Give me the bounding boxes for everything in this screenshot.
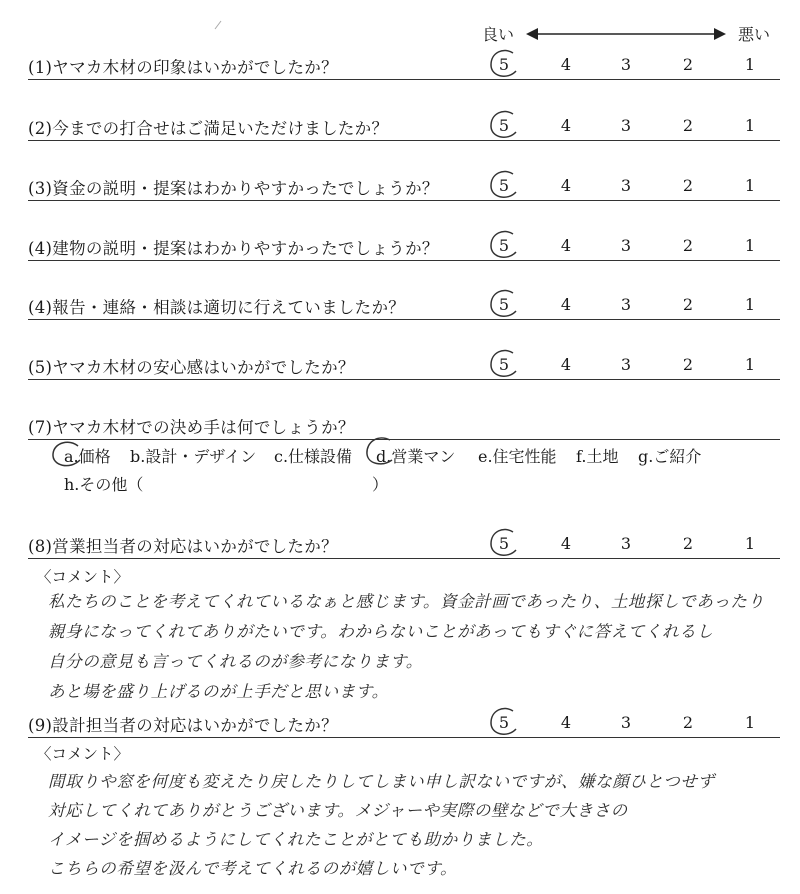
- hand-circle-icon: [486, 228, 522, 264]
- comment-line: 自分の意見も言ってくれるのが参考になります。: [48, 652, 423, 671]
- question-text: (4)報告・連絡・相談は適切に行えていましたか？: [28, 298, 406, 317]
- question-row: [28, 354, 780, 378]
- rating-choice-4[interactable]: 4: [560, 116, 572, 135]
- scale-good-label: 良い: [482, 25, 515, 44]
- rating-choice-1[interactable]: 1: [744, 295, 756, 314]
- selected-marker: [494, 176, 514, 196]
- rating-choice-1[interactable]: 1: [744, 713, 756, 732]
- rating-choice-5[interactable]: 5: [498, 55, 510, 74]
- comment-label: 〈コメント〉: [36, 745, 130, 763]
- selected-marker: [494, 55, 514, 75]
- option-referral[interactable]: g.ご紹介: [638, 447, 702, 466]
- question-rule: [28, 439, 780, 440]
- question-row: [28, 115, 780, 139]
- selected-marker: [494, 295, 514, 315]
- rating-choice-3[interactable]: 3: [620, 534, 632, 553]
- comment-line: 親身になってくれてありがたいです。わからないことがあってもすぐに答えてくれるし: [48, 622, 714, 641]
- question-rule: [28, 200, 780, 201]
- hand-circle-icon: [486, 705, 522, 741]
- question-rule: [28, 379, 780, 380]
- hand-circle-icon: [486, 168, 522, 204]
- rating-choice-1[interactable]: 1: [744, 355, 756, 374]
- rating-choice-4[interactable]: 4: [560, 713, 572, 732]
- hand-circle-icon: [486, 347, 522, 383]
- option-other[interactable]: h.その他（: [64, 475, 144, 494]
- comment-line: 対応してくれてありがとうございます。メジャーや実際の壁などで大きさの: [48, 801, 628, 820]
- rating-choice-1[interactable]: 1: [744, 116, 756, 135]
- question-text: (5)ヤマカ木材の安心感はいかがでしたか？: [28, 358, 355, 377]
- rating-choice-3[interactable]: 3: [620, 713, 632, 732]
- hand-circle-icon: [486, 526, 522, 562]
- question-text: (4)建物の説明・提案はわかりやすかったでしょうか？: [28, 239, 439, 258]
- rating-choice-5[interactable]: 5: [498, 176, 510, 195]
- rating-choice-5[interactable]: 5: [498, 713, 510, 732]
- option-sales[interactable]: d.営業マン: [376, 447, 456, 466]
- selected-marker: [494, 355, 514, 375]
- rating-choice-1[interactable]: 1: [744, 236, 756, 255]
- pen-mark-icon: [212, 18, 226, 32]
- question-rule: [28, 319, 780, 320]
- question-rule: [28, 260, 780, 261]
- question-rule: [28, 140, 780, 141]
- rating-choice-2[interactable]: 2: [682, 176, 694, 195]
- rating-choice-2[interactable]: 2: [682, 55, 694, 74]
- question-row: [28, 294, 780, 318]
- rating-choice-3[interactable]: 3: [620, 176, 632, 195]
- rating-choice-5[interactable]: 5: [498, 534, 510, 553]
- question-row: [28, 712, 780, 736]
- rating-choice-5[interactable]: 5: [498, 236, 510, 255]
- question-row: [28, 54, 780, 78]
- rating-choice-5[interactable]: 5: [498, 116, 510, 135]
- rating-choice-3[interactable]: 3: [620, 355, 632, 374]
- rating-choice-1[interactable]: 1: [744, 534, 756, 553]
- rating-choice-4[interactable]: 4: [560, 295, 572, 314]
- question-rule: [28, 79, 780, 80]
- rating-choice-5[interactable]: 5: [498, 295, 510, 314]
- comment-line: イメージを掴めるようにしてくれたことがとても助かりました。: [48, 830, 544, 849]
- hand-circle-icon: [486, 287, 522, 323]
- rating-choice-5[interactable]: 5: [498, 355, 510, 374]
- rating-choice-3[interactable]: 3: [620, 55, 632, 74]
- option-other-close: ）: [372, 475, 389, 494]
- question-row: [28, 533, 780, 557]
- rating-choice-3[interactable]: 3: [620, 236, 632, 255]
- comment-line: こちらの希望を汲んで考えてくれるのが嬉しいです。: [48, 859, 458, 878]
- hand-circle-icon: [486, 47, 522, 83]
- selected-marker: [494, 713, 514, 733]
- selected-marker: [494, 534, 514, 554]
- option-performance[interactable]: e.住宅性能: [478, 447, 557, 466]
- rating-choice-4[interactable]: 4: [560, 355, 572, 374]
- question-text: (2)今までの打合せはご満足いただけましたか？: [28, 119, 389, 138]
- comment-line: 私たちのことを考えてくれているなぁと感じます。資金計画であったり、土地探しであったり: [48, 592, 765, 611]
- question-row-q7: [28, 414, 780, 438]
- q7-options: [60, 444, 760, 466]
- rating-choice-4[interactable]: 4: [560, 176, 572, 195]
- question-text: (3)資金の説明・提案はわかりやすかったでしょうか？: [28, 179, 439, 198]
- question-text: (8)営業担当者の対応はいかがでしたか？: [28, 537, 338, 556]
- question-row: [28, 235, 780, 259]
- option-design[interactable]: b.設計・デザイン: [130, 447, 257, 466]
- q7-other-row: [60, 472, 760, 494]
- question-text: (7)ヤマカ木材での決め手は何でしょうか？: [28, 418, 355, 437]
- question-text: (1)ヤマカ木材の印象はいかがでしたか？: [28, 58, 338, 77]
- rating-choice-1[interactable]: 1: [744, 176, 756, 195]
- option-land[interactable]: f.土地: [576, 447, 619, 466]
- rating-choice-2[interactable]: 2: [682, 355, 694, 374]
- selected-marker: [494, 116, 514, 136]
- rating-choice-4[interactable]: 4: [560, 55, 572, 74]
- rating-choice-2[interactable]: 2: [682, 116, 694, 135]
- comment-line: 間取りや窓を何度も変えたり戻したりしてしまい申し訳ないですが、嫌な顔ひとつせず: [48, 772, 715, 791]
- double-arrow-icon: [526, 25, 726, 43]
- rating-choice-2[interactable]: 2: [682, 295, 694, 314]
- rating-choice-4[interactable]: 4: [560, 236, 572, 255]
- rating-choice-2[interactable]: 2: [682, 236, 694, 255]
- rating-choice-1[interactable]: 1: [744, 55, 756, 74]
- rating-choice-2[interactable]: 2: [682, 534, 694, 553]
- comment-line: あと場を盛り上げるのが上手だと思います。: [48, 682, 389, 701]
- rating-choice-4[interactable]: 4: [560, 534, 572, 553]
- option-price[interactable]: a.価格: [64, 447, 111, 466]
- rating-choice-3[interactable]: 3: [620, 295, 632, 314]
- comment-label: 〈コメント〉: [36, 568, 130, 586]
- question-rule: [28, 558, 780, 559]
- scale-bad-label: 悪い: [737, 25, 770, 44]
- scale-header: [478, 22, 778, 46]
- hand-circle-icon: [486, 108, 522, 144]
- selected-marker: [494, 236, 514, 256]
- rating-choice-2[interactable]: 2: [682, 713, 694, 732]
- option-specs[interactable]: c.仕様設備: [274, 447, 353, 466]
- question-text: (9)設計担当者の対応はいかがでしたか？: [28, 716, 338, 735]
- question-row: [28, 175, 780, 199]
- rating-choice-3[interactable]: 3: [620, 116, 632, 135]
- question-rule: [28, 737, 780, 738]
